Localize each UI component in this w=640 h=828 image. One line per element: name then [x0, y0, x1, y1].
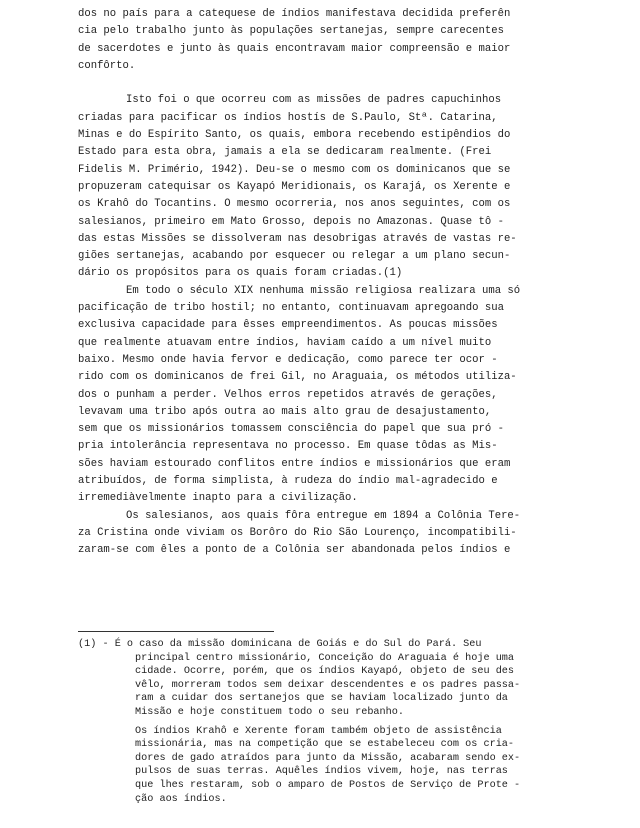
- body-text-line: confôrto.: [78, 59, 136, 72]
- footnote-text-line: ção aos índios.: [135, 793, 227, 805]
- footnote-text-line: ram a cuidar dos sertanejos que se haviam localizado junto da: [135, 693, 508, 705]
- footnote-text-line: pulsos de suas terras. Aquêles índios vivem, hoje, nas terras: [135, 766, 508, 778]
- body-text-line: sões haviam estourado conflitos entre índios e missionários que eram: [78, 457, 511, 470]
- body-text-line: cia pelo trabalho junto às populações sertanejas, sempre carecentes: [78, 25, 504, 38]
- footnote-text-line: É o caso da missão dominicana de Goiás e do Sul do Pará. Seu: [114, 639, 482, 650]
- body-text-line: levavam uma tribo após outra ao mais alto grau de desajustamento,: [78, 405, 492, 418]
- body-text-line: Estado para esta obra, jamais a ela se dedicaram realmente. (Frei: [78, 146, 492, 159]
- body-text-line: exclusiva capacidade para êsses empreendimentos. As poucas missões: [78, 319, 498, 332]
- body-text-line: dário os propósitos para os quais foram criadas.(1): [78, 267, 403, 280]
- footnote-text-line: principal centro missionário, Conceição do Araguaia é hoje uma: [135, 652, 515, 664]
- body-text-line: dos o punham a perder. Velhos erros repetidos através de gerações,: [78, 388, 498, 401]
- body-text-line: atribuídos, de forma simplista, à rudeza do índio mal-agradecido e: [78, 475, 498, 488]
- body-text-line: das estas Missões se dissolveram nas desobrigas através de vastas re-: [78, 232, 517, 245]
- body-text-line: zaram-se com êles a ponto de a Colônia ser abandonada pelos índios e: [78, 544, 511, 557]
- body-text-line: baixo. Mesmo onde havia fervor e dedicação, como parece ter ocor -: [78, 353, 498, 366]
- footnote-text-line: dores de gado atraídos para junto da Missão, acabaram sendo ex-: [135, 752, 521, 764]
- footnote-text-line: Os índios Krahô e Xerente foram também objeto de assistência: [135, 725, 502, 737]
- footnote-separator: [78, 631, 274, 632]
- body-text-line: Isto foi o que ocorreu com as missões de padres capuchinhos: [126, 94, 502, 107]
- footnote-text-line: missionária, mas na competição que se estabeleceu com os cria-: [135, 739, 515, 751]
- body-text: [78, 6, 618, 560]
- body-text-line: criadas para pacificar os índios hostís de S.Paulo, Stª. Catarina,: [78, 111, 498, 124]
- footnote-text-line: cidade. Ocorre, porém, que os índios Kayapó, objeto de seu des: [135, 666, 515, 678]
- footnote-marker: (1) -: [78, 639, 109, 650]
- body-text-line: za Cristina onde viviam os Borôro do Rio São Lourenço, incompatibili-: [78, 526, 517, 539]
- body-text-line: pacificação de tribo hostil; no entanto, continuavam apregoando sua: [78, 302, 504, 315]
- body-text-line: Minas e do Espírito Santo, os quais, embora recebendo estipêndios do: [78, 129, 511, 142]
- footnote-text-line: que lhes restaram, sob o amparo de Postos de Serviço de Prote -: [135, 779, 521, 791]
- body-text-line: irremediàvelmente inapto para a civilização.: [78, 492, 358, 505]
- body-text-line: Os salesianos, aos quais fôra entregue em 1894 a Colônia Tere-: [126, 509, 521, 522]
- body-text-line: de sacerdotes e junto às quais encontravam maior compreensão e maior: [78, 42, 511, 55]
- body-text-line: sem que os missionários tomassem consciência do papel que sua pró -: [78, 423, 504, 436]
- body-text-line: Em todo o século XIX nenhuma missão religiosa realizara uma só: [126, 284, 521, 297]
- body-text-line: rido com os dominicanos de frei Gil, no Araguaia, os métodos utiliza-: [78, 371, 517, 384]
- body-text-line: que realmente atuavam entre índios, haviam caído a um nível muito: [78, 336, 492, 349]
- body-text-line: pria intolerância representava no processo. Em quase tôdas as Mis-: [78, 440, 498, 453]
- body-text-line: [78, 75, 618, 92]
- footnote-text-line: vêlo, morreram todos sem deixar descendentes e os padres passa-: [135, 679, 521, 691]
- body-text-line: os Krahô do Tocantins. O mesmo ocorreria, nos anos seguintes, com os: [78, 198, 511, 211]
- body-text-line: giões sertanejas, acabando por esquecer ou relegar a um plano secun-: [78, 250, 511, 263]
- footnote: [78, 638, 618, 806]
- body-text-line: dos no país para a catequese de índios manifestava decidida preferên: [78, 8, 511, 20]
- footnote-text-line: Missão e hoje constituem todo o seu rebanho.: [135, 706, 404, 718]
- body-text-line: salesianos, primeiro em Mato Grosso, depois no Amazonas. Quase tô -: [78, 215, 504, 228]
- footnote-first-line: [78, 638, 618, 652]
- body-text-line: Fidelis M. Primério, 1942). Deu-se o mesmo com os dominicanos que se: [78, 163, 511, 176]
- body-text-line: propuzeram catequisar os Kayapó Meridionais, os Karajá, os Xerente e: [78, 180, 511, 193]
